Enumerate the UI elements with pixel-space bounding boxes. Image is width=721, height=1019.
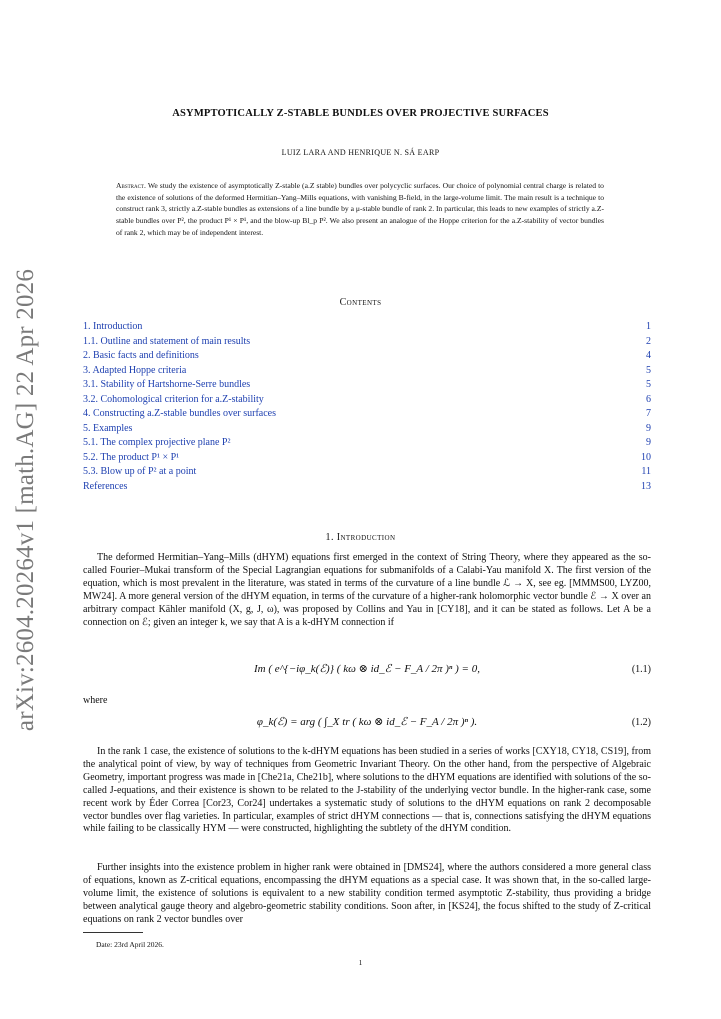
paragraph-text: The deformed Hermitian–Yang–Mills (dHYM) equations first emerged in the context of String Theory, where they appeared as the so-called Fourier–Mukai transform of the Special Lagrangian equations for submanifolds of a Calabi-Yau manifold X. The first version of the equation, which is most prevalent in the literature, was stated in terms of the curvature of a line bundle ℒ → X, see eg. [MMMS00, LYZ00, MW24]. A more general version of the dHYM equation, in terms of the curvature of a higher-rank holomorphic vector bundle ℰ → X over an arbitrary compact Kähler manifold (X, g, J, ω), was proposed by Collins and Yau in [CY18], and it can be stated as follows. Let A be a connection on ℰ; given an integer k, we say that A is a k-dHYM connection if (83, 552, 651, 628)
toc-entry-label[interactable]: References (83, 480, 128, 492)
toc-entry-page[interactable]: 9 (646, 422, 651, 434)
toc-entry-page[interactable]: 7 (646, 408, 651, 419)
date-footnote: Date: 23rd April 2026. (96, 940, 164, 949)
toc-entry-label[interactable]: 5.1. The complex projective plane P² (83, 437, 231, 448)
toc-entry-page[interactable]: 13 (641, 480, 651, 492)
toc-entry[interactable] (83, 465, 651, 480)
abstract-text: We study the existence of asymptotically Z-stable (a.Z stable) bundles over polycyclic surfaces. Our choice of polynomial central charge is related to the existence of solutions of the deformed Hermitian–Yang–Mills equations, with vanishing B-field, in the large-volume limit. The main result is a technique to construct rank 3, strictly a.Z-stable bundles as extensions of a line bundle by a μ-stable bundle of rank 2. In particular, this leads to new examples of strictly a.Z-stable bundles over P², the product P¹ × P¹, and the blow-up Bl_p P². We also present an analogue of the Hoppe criterion for the a.Z-stability of vector bundles of rank 2, which may be of independent interest. (116, 181, 604, 237)
toc-entry-page[interactable]: 10 (641, 451, 651, 463)
toc-entry[interactable] (83, 407, 651, 422)
abstract-label: Abstract. (116, 181, 146, 190)
toc-entry-label[interactable]: 2. Basic facts and definitions (83, 350, 199, 361)
toc-entry[interactable] (83, 320, 651, 335)
toc-entry-page[interactable]: 4 (646, 350, 651, 361)
author-line: LUIZ LARA AND HENRIQUE N. SÁ EARP (281, 148, 440, 157)
toc-entry-label[interactable]: 4. Constructing a.Z-stable bundles over surfaces (83, 408, 277, 419)
toc-entry-label[interactable]: 1.1. Outline and statement of main results (83, 335, 251, 347)
table-of-contents (83, 320, 651, 494)
where-word: where (83, 695, 108, 706)
toc-entry-label[interactable]: 3.1. Stability of Hartshorne-Serre bundles (83, 379, 251, 390)
toc-entry-label[interactable]: 5.2. The product P¹ × P¹ (83, 451, 180, 463)
intro-paragraph-2 (83, 746, 651, 836)
paper-title: ASYMPTOTICALLY Z-STABLE BUNDLES OVER PROJECTIVE SURFACES (172, 108, 549, 119)
paragraph-text: Further insights into the existence problem in higher rank were obtained in [DMS24], where the authors considered a more general class of equations, known as Z-critical equations, encompassing the dHYM equations as a special case. It was shown that, in the so-called large-volume limit, the existence of solutions is equivalent to a new stability condition termed asymptotic Z-stability, thus providing a bridge between analytical gauge theory and algebro-geometric stability conditions. Soon after, in [KS24], the focus shifted to the study of Z-critical equations on rank 2 vector bundles over (83, 862, 651, 925)
toc-entry[interactable] (83, 349, 651, 364)
toc-entry-page[interactable]: 9 (646, 437, 651, 448)
intro-paragraph-1 (83, 552, 651, 629)
intro-paragraph-3 (83, 862, 651, 927)
equation-number: (1.1) (631, 664, 651, 675)
arxiv-identifier: arXiv:2604.20264v1 [math.AG] 22 Apr 2026 (12, 268, 39, 732)
toc-entry-page[interactable]: 11 (641, 466, 651, 477)
abstract (116, 180, 604, 239)
footnote-divider (83, 932, 143, 933)
toc-entry[interactable] (83, 364, 651, 379)
toc-entry[interactable] (83, 393, 651, 408)
toc-entry[interactable] (83, 436, 651, 451)
equation-number: (1.2) (631, 717, 651, 728)
toc-entry-page[interactable]: 5 (646, 379, 651, 390)
contents-heading: Contents (339, 297, 382, 308)
equation-1-1 (83, 656, 651, 684)
toc-entry-page[interactable]: 5 (646, 364, 651, 376)
equation-1-2 (83, 705, 651, 741)
toc-entry-page[interactable]: 6 (646, 393, 651, 405)
toc-entry-label[interactable]: 5.3. Blow up of P² at a point (83, 466, 197, 477)
toc-entry[interactable] (83, 335, 651, 350)
toc-entry-page[interactable]: 1 (646, 321, 651, 332)
arxiv-side-stamp (4, 260, 48, 740)
toc-entry-label[interactable]: 3.2. Cohomological criterion for a.Z-stability (83, 393, 264, 405)
equation-body: Im ( e^{−iφ_k(ℰ)} ( kω ⊗ id_ℰ − F_A / 2π )ⁿ ) = 0, (254, 663, 480, 675)
toc-entry-label[interactable]: 1. Introduction (83, 321, 143, 332)
toc-entry-label[interactable]: 3. Adapted Hoppe criteria (83, 364, 187, 376)
toc-entry[interactable] (83, 451, 651, 466)
toc-entry[interactable] (83, 422, 651, 437)
page-number: 1 (358, 958, 363, 967)
equation-body: φ_k(ℰ) = arg ( ∫_X tr ( kω ⊗ id_ℰ − F_A / 2π )ⁿ ). (256, 716, 478, 728)
section-heading-introduction: 1. Introduction (325, 532, 396, 543)
paragraph-text: In the rank 1 case, the existence of solutions to the k-dHYM equations has been studied in a series of works [CXY18, CY18, CS19], from the analytical point of view, by way of techniques from Geometric Invariant Theory. On the other hand, from the perspective of Algebraic Geometry, important progress was made in [Che21a, Che21b], where solutions to the dHYM equations are identified with solutions of the so-called J-equations, and their existence is shown to be related to the J-stability of the underlying vector bundle. In the higher-rank case, some recent work by Éder Correa [Cor23, Cor24] undertakes a systematic study of solutions to the dHYM equations on rank 2 decomposable vector bundles over flag varieties. In particular, examples of strict dHYM connections — that is, connections satisfying the dHYM equations while failing to be classically HYM — were constructed, highlighting the subtlety of the dHYM condition. (83, 746, 651, 835)
toc-entry-page[interactable]: 2 (646, 335, 651, 347)
toc-entry-label[interactable]: 5. Examples (83, 422, 133, 434)
toc-entry[interactable] (83, 378, 651, 393)
toc-entry[interactable] (83, 480, 651, 495)
